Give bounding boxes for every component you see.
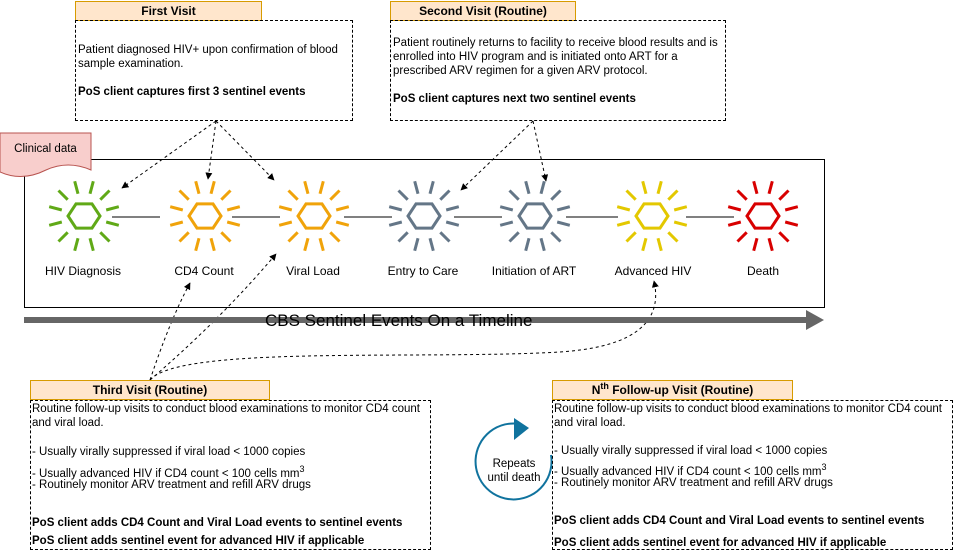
event-label-cd4-count: CD4 Count <box>174 264 234 278</box>
sun-ray <box>75 181 78 194</box>
sun-ray <box>526 238 529 251</box>
sun-hexagon <box>519 204 551 228</box>
sun-ray <box>430 181 433 194</box>
sun-ray <box>320 181 323 194</box>
sun-ray <box>336 207 349 210</box>
arrow-to-cd4-count <box>208 121 216 179</box>
sun-ray <box>221 191 230 200</box>
arrow-to-initiation-of-art <box>533 121 546 181</box>
sun-ray <box>106 222 119 225</box>
sun-hexagon <box>298 204 330 228</box>
sun-ray <box>440 232 449 241</box>
sun-ray <box>170 207 183 210</box>
nth-visit-header-sup: th <box>600 381 609 391</box>
sun-hexagon <box>189 204 221 228</box>
sun-ray <box>446 207 459 210</box>
sun-ray <box>510 232 519 241</box>
sun-ray <box>227 222 240 225</box>
sun-ray <box>320 238 323 251</box>
repeats-label <box>476 457 552 485</box>
sun-ray <box>617 207 630 210</box>
sun-ray <box>49 207 62 210</box>
sun-ray <box>75 238 78 251</box>
sun-ray <box>643 181 646 194</box>
sun-ray <box>227 207 240 210</box>
sun-ray <box>627 232 636 241</box>
sun-ray <box>658 181 661 194</box>
sun-ray <box>643 238 646 251</box>
second-visit-header: Second Visit (Routine) <box>390 1 576 21</box>
nth-visit-note-2: PoS client adds sentinel event for advanced HIV if applicable <box>554 537 887 549</box>
sun-ray <box>738 232 747 241</box>
third-visit-header: Third Visit (Routine) <box>30 380 270 400</box>
first-visit-header: First Visit <box>75 1 262 21</box>
sun-ray <box>668 191 677 200</box>
sun-ray <box>289 191 298 200</box>
event-label-entry-to-care: Entry to Care <box>387 264 459 278</box>
sun-ray <box>785 207 798 210</box>
sun-ray <box>526 181 529 194</box>
third-visit-intro: Routine follow-up visits to conduct blood examinations to monitor CD4 count and viral load. <box>32 403 421 429</box>
sun-hexagon <box>636 204 668 228</box>
sun-ray <box>440 191 449 200</box>
sun-ray <box>500 207 513 210</box>
sun-ray <box>738 191 747 200</box>
sun-ray <box>100 191 109 200</box>
event-label-viral-load: Viral Load <box>286 264 340 278</box>
sun-ray <box>211 181 214 194</box>
sun-ray <box>106 207 119 210</box>
sun-ray <box>336 222 349 225</box>
sun-ray <box>658 238 661 251</box>
nth-visit-bullet-1: - Usually virally suppressed if viral load < 1000 copies <box>554 445 828 457</box>
sun-ray <box>180 232 189 241</box>
sun-ray <box>211 238 214 251</box>
sun-ray <box>415 238 418 251</box>
sun-ray <box>59 191 68 200</box>
sun-hexagon <box>408 204 440 228</box>
sun-ray <box>415 181 418 194</box>
second-visit-body: Patient routinely returns to facility to receive blood results and is enrolled into HIV program and is initiated onto ART for a prescribed ARV regimen for a given ARV protocol. <box>393 37 718 77</box>
sentinel-event-icons <box>49 181 798 251</box>
sun-ray <box>399 232 408 241</box>
sun-ray <box>541 238 544 251</box>
viral-load-sun-icon <box>279 181 349 251</box>
first-visit-arrows <box>122 121 274 188</box>
second-visit-note: PoS client captures next two sentinel events <box>393 93 636 105</box>
nth-visit-intro: Routine follow-up visits to conduct blood examinations to monitor CD4 count and viral load. <box>554 403 943 429</box>
sun-ray <box>305 238 308 251</box>
sun-ray <box>279 222 292 225</box>
arrow-to-entry-to-care <box>461 121 533 190</box>
sun-ray <box>196 181 199 194</box>
arrow-to-viral-load <box>216 121 274 180</box>
sun-ray <box>510 191 519 200</box>
third-visit-bullet-2-sup: 3 <box>299 464 305 474</box>
sun-ray <box>90 181 93 194</box>
nth-visit-header-n: N <box>591 383 601 397</box>
sun-ray <box>551 191 560 200</box>
sun-ray <box>305 181 308 194</box>
event-label-hiv-diagnosis: HIV Diagnosis <box>44 264 122 278</box>
sun-ray <box>446 222 459 225</box>
first-visit-body: Patient diagnosed HIV+ upon confirmation of blood sample examination. <box>78 44 338 70</box>
third-visit-bullet-1: - Usually virally suppressed if viral load < 1000 copies <box>32 446 306 458</box>
sun-ray <box>728 222 741 225</box>
sun-ray <box>90 238 93 251</box>
third-visit-note-2: PoS client adds sentinel event for advanced HIV if applicable <box>32 535 365 547</box>
sun-ray <box>500 222 513 225</box>
sun-ray <box>541 181 544 194</box>
repeats-label-line-2: until death <box>487 472 541 484</box>
second-visit-arrows <box>461 121 546 190</box>
third-visit-note-1: PoS client adds CD4 Count and Viral Load events to sentinel events <box>32 517 403 529</box>
sun-ray <box>779 232 788 241</box>
sun-ray <box>389 222 402 225</box>
sun-ray <box>785 222 798 225</box>
hiv-diagnosis-sun-icon <box>49 181 119 251</box>
sun-ray <box>557 222 570 225</box>
sun-ray <box>100 232 109 241</box>
sun-ray <box>180 191 189 200</box>
event-label-initiation-of-art: Initiation of ART <box>491 264 577 278</box>
first-visit-note: PoS client captures first 3 sentinel events <box>78 86 306 98</box>
nth-visit-header <box>552 380 793 400</box>
sun-ray <box>221 232 230 241</box>
clinical-data-label: Clinical data <box>14 143 77 155</box>
sun-ray <box>728 207 741 210</box>
nth-visit-bullet-2-sup: 3 <box>821 462 827 472</box>
advanced-hiv-sun-icon <box>617 181 687 251</box>
sun-ray <box>627 191 636 200</box>
nth-visit-header-rest: Follow-up Visit (Routine) <box>608 383 754 397</box>
sun-hexagon <box>68 204 100 228</box>
sun-ray <box>617 222 630 225</box>
sun-ray <box>674 207 687 210</box>
sun-ray <box>674 222 687 225</box>
nth-visit-bullet-2-text: - Usually advanced HIV if CD4 count < 100 cells mm <box>554 465 822 478</box>
initiation-of-art-sun-icon <box>500 181 570 251</box>
sun-ray <box>330 191 339 200</box>
event-label-death: Death <box>746 264 780 278</box>
sun-ray <box>551 232 560 241</box>
sun-ray <box>668 232 677 241</box>
event-label-advanced-hiv: Advanced HIV <box>614 264 692 278</box>
arrow-to-hiv-diagnosis <box>122 121 216 188</box>
sun-ray <box>279 207 292 210</box>
sun-ray <box>330 232 339 241</box>
cd4-count-sun-icon <box>170 181 240 251</box>
sun-ray <box>557 207 570 210</box>
timeline-title: CBS Sentinel Events On a Timeline <box>265 311 533 330</box>
sun-ray <box>389 207 402 210</box>
sun-ray <box>59 232 68 241</box>
sun-ray <box>769 181 772 194</box>
sun-ray <box>769 238 772 251</box>
third-visit-bullet-3: - Routinely monitor ARV treatment and refill ARV drugs <box>32 479 311 491</box>
sun-ray <box>754 238 757 251</box>
sun-ray <box>170 222 183 225</box>
sun-ray <box>289 232 298 241</box>
nth-visit-bullet-3: - Routinely monitor ARV treatment and refill ARV drugs <box>554 477 833 489</box>
sun-hexagon <box>747 204 779 228</box>
sun-ray <box>196 238 199 251</box>
repeats-label-line-1: Repeats <box>492 458 536 470</box>
third-visit-bullet-2-text: - Usually advanced HIV if CD4 count < 100 cells mm <box>32 467 300 480</box>
sun-ray <box>430 238 433 251</box>
sun-ray <box>779 191 788 200</box>
entry-to-care-sun-icon <box>389 181 459 251</box>
sun-ray <box>754 181 757 194</box>
nth-visit-note-1: PoS client adds CD4 Count and Viral Load events to sentinel events <box>554 515 925 527</box>
death-sun-icon <box>728 181 798 251</box>
sun-ray <box>49 222 62 225</box>
sun-ray <box>399 191 408 200</box>
